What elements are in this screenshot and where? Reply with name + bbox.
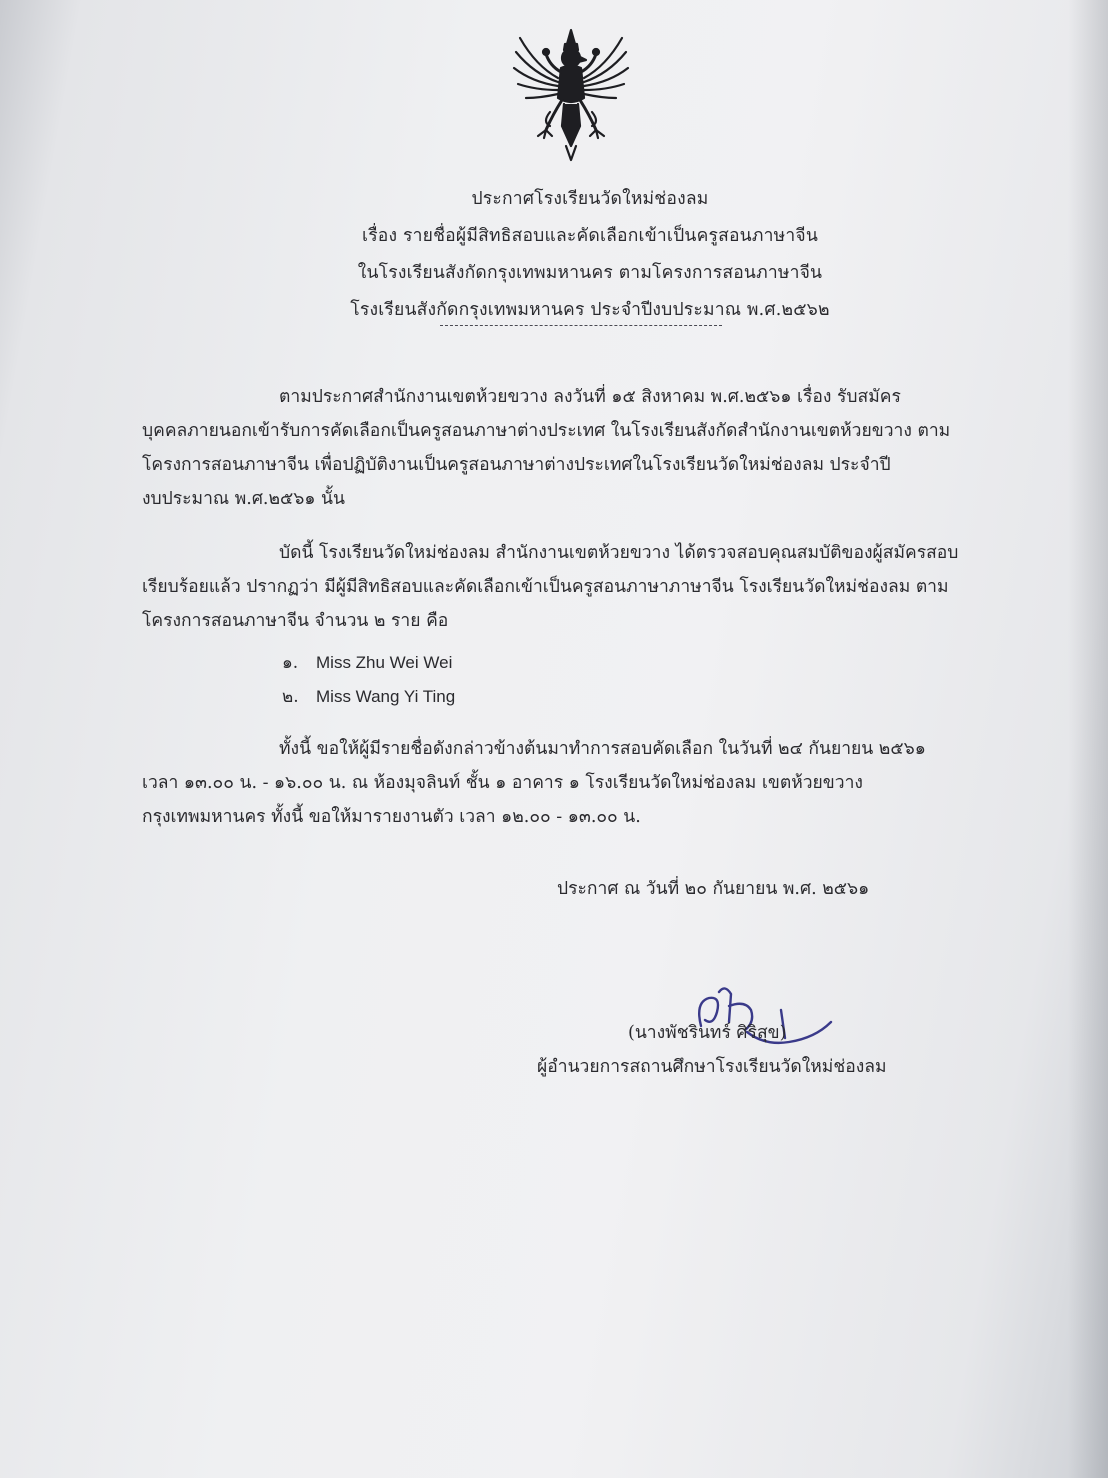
candidate-list [282, 646, 455, 714]
paragraph-exam-schedule [142, 732, 1030, 834]
paragraph-reference [142, 380, 1030, 516]
signatory-name: (นางพัชรินทร์ ศิริสุข) [628, 1023, 787, 1043]
paragraph-line: ตามประกาศสำนักงานเขตห้วยขวาง ลงวันที่ ๑๕ สิงหาคม พ.ศ.๒๕๖๑ เรื่อง รับสมัคร [279, 387, 901, 407]
paragraph-line: เวลา ๑๓.๐๐ น. - ๑๖.๐๐ น. ณ ห้องมุจลินท์ ชั้น ๑ อาคาร ๑ โรงเรียนวัดใหม่ช่องลม เขตห้วยขวาง [142, 773, 863, 793]
announcement-date: ประกาศ ณ วันที่ ๒๐ กันยายน พ.ศ. ๒๕๖๑ [557, 879, 870, 899]
list-item-name: Miss Wang Yi Ting [316, 687, 456, 706]
page-edge-shadow [1068, 0, 1108, 1478]
paragraph-line: ทั้งนี้ ขอให้ผู้มีรายชื่อดังกล่าวข้างต้นมาทำการสอบคัดเลือก ในวันที่ ๒๔ กันยายน ๒๕๖๑ [279, 739, 926, 759]
heading-line-4: โรงเรียนสังกัดกรุงเทพมหานคร ประจำปีงบประมาณ พ.ศ.๒๕๖๒ [350, 300, 830, 320]
list-item [282, 680, 455, 714]
list-item-number: ๒. [282, 687, 299, 707]
paragraph-line: เรียบร้อยแล้ว ปรากฏว่า มีผู้มีสิทธิสอบและคัดเลือกเข้าเป็นครูสอนภาษาภาษาจีน โรงเรียนวัดใหม่ช่องลม ตาม [142, 577, 949, 597]
paragraph-line: งบประมาณ พ.ศ.๒๕๖๑ นั้น [142, 489, 345, 509]
heading-separator [440, 325, 722, 326]
heading-line-1: ประกาศโรงเรียนวัดใหม่ช่องลม [471, 189, 709, 209]
paragraph-line: บุคคลภายนอกเข้ารับการคัดเลือกเป็นครูสอนภาษาต่างประเทศ ในโรงเรียนสังกัดสำนักงานเขตห้วยขวาง ตาม [142, 421, 951, 441]
garuda-emblem-icon [506, 26, 636, 164]
heading-line-2: เรื่อง รายชื่อผู้มีสิทธิสอบและคัดเลือกเข้าเป็นครูสอนภาษาจีน [362, 226, 818, 246]
paragraph-line: บัดนี้ โรงเรียนวัดใหม่ช่องลม สำนักงานเขตห้วยขวาง ได้ตรวจสอบคุณสมบัติของผู้สมัครสอบ [279, 543, 959, 563]
paragraph-line: กรุงเทพมหานคร ทั้งนี้ ขอให้มารายงานตัว เวลา ๑๒.๐๐ - ๑๓.๐๐ น. [142, 807, 641, 827]
paragraph-line: โครงการสอนภาษาจีน จำนวน ๒ ราย คือ [142, 611, 449, 631]
list-item-name: Miss Zhu Wei Wei [316, 653, 453, 672]
announcement-heading [240, 185, 940, 325]
heading-line-3: ในโรงเรียนสังกัดกรุงเทพมหานคร ตามโครงการสอนภาษาจีน [357, 263, 823, 283]
signatory-position: ผู้อำนวยการสถานศึกษาโรงเรียนวัดใหม่ช่องลม [537, 1057, 887, 1077]
list-item-number: ๑. [282, 653, 299, 673]
list-item [282, 646, 455, 680]
paragraph-line: โครงการสอนภาษาจีน เพื่อปฏิบัติงานเป็นครูสอนภาษาต่างประเทศในโรงเรียนวัดใหม่ช่องลม ประจำปี [142, 455, 891, 475]
paragraph-result [142, 536, 1030, 638]
